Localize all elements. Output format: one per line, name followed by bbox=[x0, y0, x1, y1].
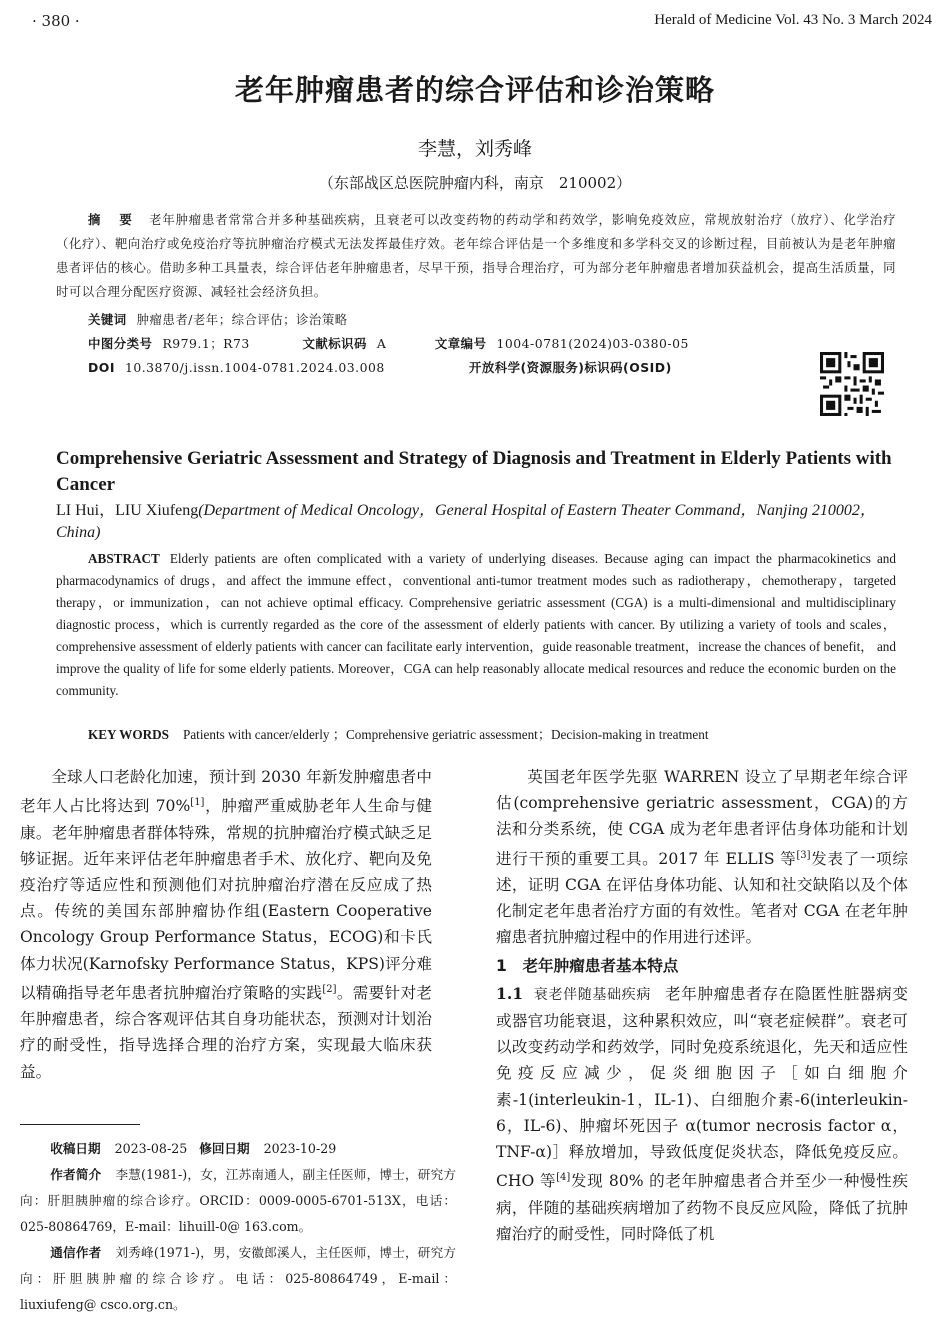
doi-value: 10.3870/j.issn.1004-0781.2024.03.008 bbox=[124, 360, 385, 375]
abstract-en-text: Elderly patients are often complicated with a variety of underlying diseases. Because aging can impact the pharmacokinetics and pharmacodynamics of drugs，and affect the immune effect，conventional anti-tumor treatment modes such as radiotherapy，chemotherapy，targeted therapy，or immunization，can not achieve optimal efficacy. Comprehensive geriatric assessment (CGA) is a multi-dimensional and multidisciplinary diagnostic process，which is currently regarded as the core of the assessment of elderly patients with cancer. By utilizing a variety of tools and scales，comprehensive assessment of elderly patients with cancer can facilitate early intervention，guide reasonable treatment，increase the chances of benefit， and improve the quality of life for some elderly patients. Moreover，CGA can help reasonably allocate medical resources and reduce the economic burden on the community. bbox=[56, 551, 896, 698]
classification-label: 中图分类号 bbox=[88, 336, 153, 351]
citation-3: [3] bbox=[796, 849, 811, 861]
author-info-label: 作者简介 bbox=[50, 1167, 102, 1182]
english-affiliation: (Department of Medical Oncology，General Hospital of Eastern Theater Command，Nanjing 210002，China) bbox=[56, 502, 876, 541]
keywords-cn-label: 关键词 bbox=[88, 312, 127, 327]
footnote-correspondence bbox=[20, 1240, 456, 1318]
paragraph-cga bbox=[496, 764, 908, 951]
corresponding-author-text: 刘秀峰(1971-)，男，安徽郎溪人，主任医师，博士，研究方向：肝胆胰肿瘤的综合诊疗。电话：025-80864749，E-mail：liuxiufeng@ csco.org.cn。 bbox=[20, 1245, 457, 1312]
abstract-cn bbox=[56, 208, 896, 380]
journal-header: Herald of Medicine Vol. 43 No. 3 March 2024 bbox=[654, 12, 932, 28]
doi-label: DOI bbox=[88, 360, 115, 375]
cga-text-a: 英国老年医学先驱 WARREN 设立了早期老年综合评估(comprehensive geriatric assessment，CGA)的方法和分类系统，使 CGA 成为老年患者评估身体功能和计划进行干预的重要工具。2017 年 ELLIS 等 bbox=[496, 768, 908, 868]
body-column-left bbox=[20, 764, 432, 1085]
body-column-right bbox=[496, 764, 908, 1247]
footnotes bbox=[20, 1136, 456, 1318]
qr-code-icon bbox=[820, 352, 884, 416]
keywords-cn bbox=[88, 308, 896, 332]
paragraph-intro bbox=[20, 764, 432, 1085]
footnote-author bbox=[20, 1162, 456, 1240]
intro-text-b: ，肿瘤严重威胁老年人生命与健康。老年肿瘤患者群体特殊，常规的抗肿瘤治疗模式缺乏足够证据。近年来评估老年肿瘤患者手术、放化疗、靶向及免疫治疗等适应性和预测他们对抗肿瘤治疗潜在反应成了热点。传统的美国东部肿瘤协作组(Eastern Cooperative Oncology Group Performance Status，ECOG)和卡氏体力状况(Karnofsky Performance Status，KPS)评分难以精确指导老年患者抗肿瘤治疗策略的实践 bbox=[20, 797, 432, 1002]
article-no-value: 1004-0781(2024)03-0380-05 bbox=[496, 336, 689, 351]
citation-4: [4] bbox=[556, 1172, 571, 1184]
affiliation: （东部战区总医院肿瘤内科，南京 210002） bbox=[318, 174, 632, 192]
page-number: · 380 · bbox=[32, 12, 80, 30]
abstract-cn-label: 摘 要 bbox=[88, 212, 136, 227]
intro-text-c: 。需要针对老年肿瘤患者，综合客观评估其自身功能状态，预测对计划治疗的耐受性，指导选择合理的治疗方案，实现最大临床获益。 bbox=[20, 984, 432, 1081]
footnote-dates bbox=[20, 1136, 456, 1162]
received-label: 收稿日期 bbox=[50, 1141, 101, 1156]
citation-2: [2] bbox=[322, 983, 337, 995]
subsection-number: 1.1 bbox=[496, 983, 524, 1003]
footnote-divider bbox=[20, 1124, 140, 1125]
citation-1: [1] bbox=[190, 797, 205, 809]
doc-code-label: 文献标识码 bbox=[302, 336, 367, 351]
keywords-en bbox=[88, 724, 709, 743]
abstract-cn-body bbox=[56, 208, 896, 304]
paragraph-1-1 bbox=[496, 981, 908, 1247]
author-info-text: 李慧(1981-)，女，江苏南通人，副主任医师，博士，研究方向：肝胆胰肿瘤的综合诊疗。ORCID：0009-0005-6701-513X，电话：025-80864769，E-mail：lihuill-0@ 163.com。 bbox=[20, 1167, 457, 1234]
subsection-title: 衰老伴随基础疾病 bbox=[533, 986, 651, 1003]
revised-label: 修回日期 bbox=[199, 1141, 250, 1156]
authors: 李慧，刘秀峰 bbox=[417, 138, 532, 160]
section-1-heading: 1 老年肿瘤患者基本特点 bbox=[496, 956, 679, 975]
abstract-en-label: ABSTRACT bbox=[88, 551, 160, 566]
english-authors bbox=[56, 500, 906, 544]
abstract-cn-text: 老年肿瘤患者常常合并多种基础疾病，且衰老可以改变药物的药动学和药效学，影响免疫效应，常规放射治疗（放疗）、化学治疗（化疗）、靶向治疗或免疫治疗等抗肿瘤治疗模式无法发挥最佳疗效。老年综合评估是一个多维度和多学科交叉的诊断过程，目前被认为是老年肿瘤患者评估的核心。借助多种工具量表，综合评估老年肿瘤患者，尽早干预，指导合理治疗，可为部分老年肿瘤患者增加获益机会，提高生活质量，同时可以合理分配医疗资源、减轻社会经济负担。 bbox=[56, 212, 896, 299]
keywords-en-label: KEY WORDS bbox=[88, 727, 169, 742]
article-title: 老年肿瘤患者的综合评估和诊治策略 bbox=[234, 73, 715, 107]
received-date: 2023-08-25 bbox=[114, 1141, 188, 1156]
aging-text-b: 发现 80% 的老年肿瘤患者合并至少一种慢性疾病，伴随的基础疾病增加了药物不良反应风险，降低了抗肿瘤治疗的耐受性，同时降低了机 bbox=[496, 1172, 908, 1243]
cga-text-b: 发表了一项综述，证明 CGA 在评估身体功能、认知和社交缺陷以及个体化制定老年患者治疗方面的有效性。笔者对 CGA 在老年肿瘤患者抗肿瘤过程中的作用进行述评。 bbox=[496, 849, 908, 947]
intro-text-a: 全球人口老龄化加速，预计到 2030 年新发肿瘤患者中老年人占比将达到 70% bbox=[20, 768, 432, 816]
osid-label: 开放科学(资源服务)标识码(OSID) bbox=[468, 360, 672, 375]
abstract-en bbox=[56, 548, 896, 702]
classification-value: R979.1；R73 bbox=[162, 336, 250, 351]
keywords-cn-text: 肿瘤患者/老年；综合评估；诊治策略 bbox=[136, 312, 348, 327]
corresponding-author-label: 通信作者 bbox=[50, 1245, 102, 1260]
english-author-names: LI Hui，LIU Xiufeng bbox=[56, 502, 199, 519]
meta-line bbox=[88, 332, 896, 356]
english-title: Comprehensive Geriatric Assessment and Strategy of Diagnosis and Treatment in Elderly Patients with Cancer bbox=[56, 448, 892, 495]
keywords-en-text: Patients with cancer/elderly ；Comprehensive geriatric assessment；Decision-making in treatment bbox=[182, 727, 709, 742]
doc-code-value: A bbox=[376, 336, 387, 351]
aging-text-a: 老年肿瘤患者存在隐匿性脏器病变或器官功能衰退，这种累积效应，叫“衰老症候群”。衰老可以改变药动学和药效学，同时免疫系统退化，先天和适应性免疫反应减少，促炎细胞因子［如白细胞介素-1(interleukin-1，IL-1)、白细胞介素-6(interleukin-6，IL-6)、肿瘤坏死因子 α(tumor necrosis factor α，TNF-α)］释放增加，导致低度促炎状态，降低免疫反应。CHO 等 bbox=[496, 984, 908, 1191]
article-no-label: 文章编号 bbox=[434, 336, 487, 351]
revised-date: 2023-10-29 bbox=[263, 1141, 337, 1156]
doi-line bbox=[88, 356, 896, 380]
